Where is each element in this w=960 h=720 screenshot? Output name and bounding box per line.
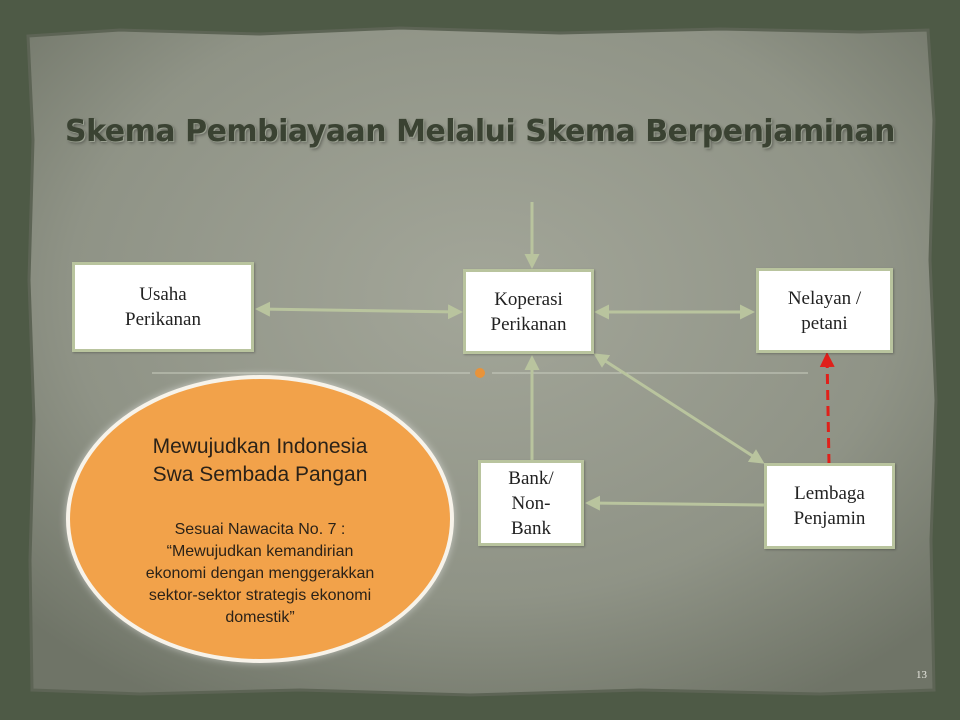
- goal-oval: [66, 375, 454, 663]
- node-label: Usaha Perikanan: [125, 284, 201, 330]
- slide-title: Skema Pembiayaan Melalui Skema Berpenjaminan: [65, 114, 895, 149]
- divider-dot: [475, 368, 485, 378]
- oval-body: Sesuai Nawacita No. 7 : “Mewujudkan kemandirian ekonomi dengan menggerakkan sektor-sektor strategis ekonomi domestik”: [145, 521, 375, 626]
- arrow-lembaga-to-bank: [588, 503, 764, 505]
- node-label: Bank/ Non- Bank: [508, 467, 554, 539]
- node-koperasi-perikanan: [463, 269, 594, 354]
- node-usaha-perikanan: [72, 262, 254, 352]
- node-nelayan-petani: [756, 268, 893, 353]
- page-number: 13: [916, 669, 927, 681]
- node-label: Koperasi Perikanan: [490, 288, 567, 335]
- node-lembaga-penjamin: [764, 463, 895, 549]
- node-label: Lembaga Penjamin: [793, 483, 866, 529]
- node-label: Nelayan / petani: [787, 287, 862, 334]
- oval-heading: Mewujudkan Indonesia Swa Sembada Pangan: [152, 435, 368, 486]
- node-bank-non-bank: [478, 460, 584, 546]
